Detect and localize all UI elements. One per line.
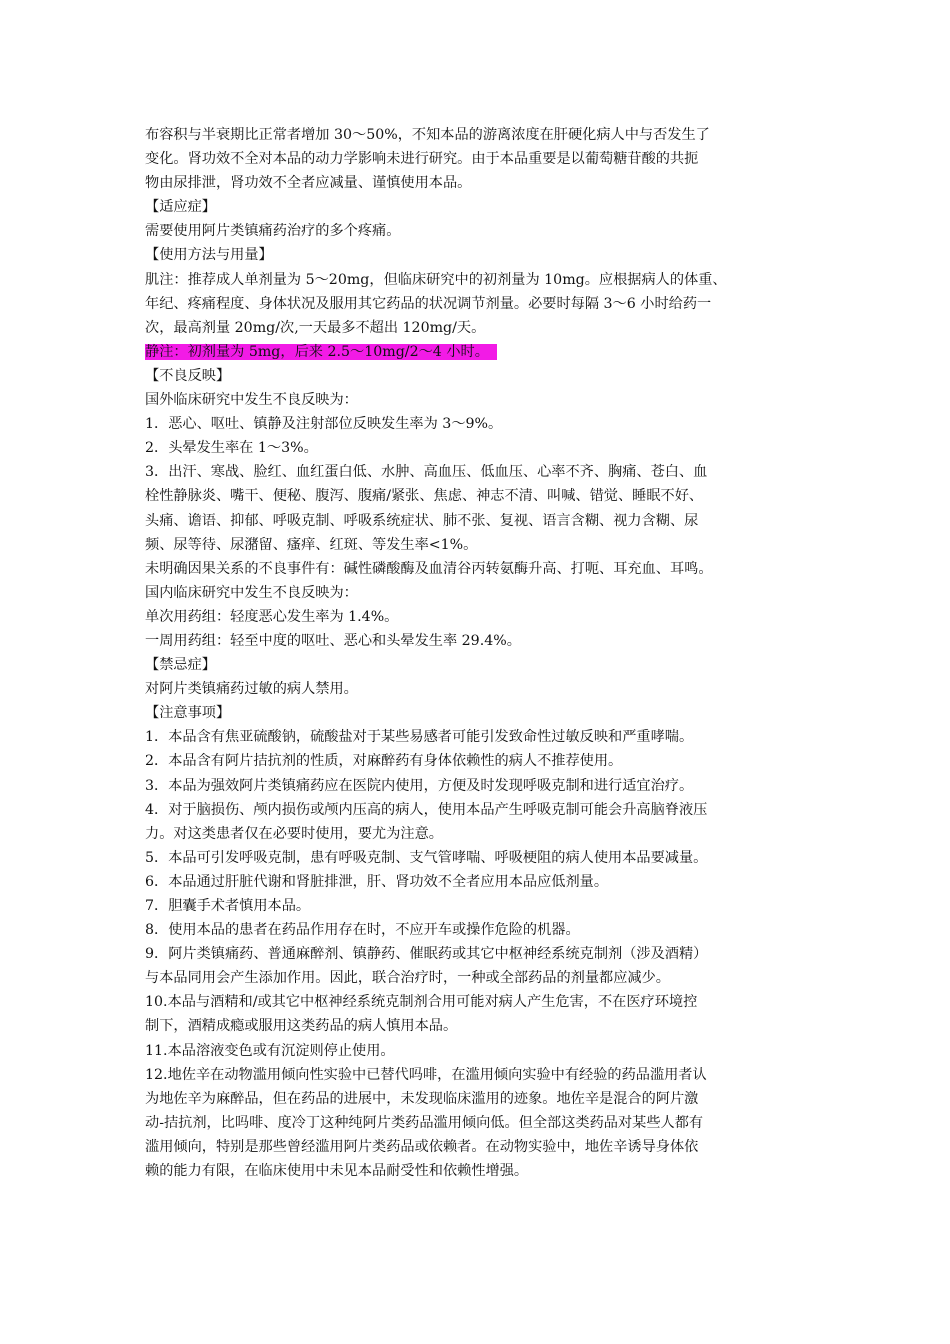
text-line: 物由尿排泄，肾功效不全者应减量、谨慎使用本品。	[145, 175, 472, 192]
text-line: 8．使用本品的患者在药品作用存在时，不应开车或操作危险的机器。	[145, 922, 580, 939]
text-line: 赖的能力有限，在临床使用中未见本品耐受性和依赖性增强。	[145, 1163, 529, 1180]
text-line: 国外临床研究中发生不良反映为：	[145, 392, 358, 409]
text-line: 国内临床研究中发生不良反映为：	[145, 584, 358, 601]
text-line: 10.本品与酒精和/或其它中枢神经系统克制剂合用可能对病人产生危害，不在医疗环境控	[145, 994, 698, 1011]
text-line: 变化。肾功效不全对本品的动力学影响未进行研究。由于本品重要是以葡萄糖苷酸的共扼	[145, 151, 699, 168]
text-line: 肌注：推荐成人单剂量为 5～20mg，但临床研究中的初剂量为 10mg。应根据病人的体重、	[145, 271, 727, 288]
text-line: 制下，酒精成瘾或服用这类药品的病人慎用本品。	[145, 1018, 458, 1035]
text-line: 次，最高剂量 20mg/次,一天最多不超出 120mg/天。	[145, 319, 486, 336]
section-heading-precautions: 【注意事项】	[145, 705, 231, 722]
text-line: 11.本品溶液变色或有沉淀则停止使用。	[145, 1042, 395, 1059]
text-line: 3．出汗、寒战、脸红、血红蛋白低、水肿、高血压、低血压、心率不齐、胸痛、苍白、血	[145, 464, 708, 481]
text-line: 1．本品含有焦亚硫酸钠，硫酸盐对于某些易感者可能引发致命性过敏反映和严重哮喘。	[145, 729, 694, 746]
text-line: 与本品同用会产生添加作用。因此，联合治疗时，一种或全部药品的剂量都应减少。	[145, 970, 670, 987]
text-line: 未明确因果关系的不良事件有：碱性磷酸酶及血清谷丙转氨酶升高、打呃、耳充血、耳鸣。	[145, 560, 713, 577]
section-heading-usage: 【使用方法与用量】	[145, 247, 273, 264]
text-line: 年纪、疼痛程度、身体状况及服用其它药品的状况调节剂量。必要时每隔 3～6 小时给药一	[145, 295, 712, 312]
section-heading-indications: 【适应症】	[145, 199, 216, 216]
text-line: 动-拮抗剂，比吗啡、度冷丁这种纯阿片类药品滥用倾向低。但全部这类药品对某些人都有	[145, 1114, 704, 1131]
text-line: 5．本品可引发呼吸克制，患有呼吸克制、支气管哮喘、呼吸梗阻的病人使用本品要减量。	[145, 849, 708, 866]
section-heading-adverse-reactions: 【不良反映】	[145, 367, 231, 384]
text-line: 力。对这类患者仅在必要时使用，要尤为注意。	[145, 825, 443, 842]
text-line: 7．胆囊手术者慎用本品。	[145, 898, 311, 914]
document-body	[145, 123, 815, 1183]
text-line: 1．恶心、呕吐、镇静及注射部位反映发生率为 3～9%。	[145, 416, 503, 433]
text-line: 3．本品为强效阿片类镇痛药应在医院内使用，方便及时发现呼吸克制和进行适宜治疗。	[145, 777, 694, 794]
text-line: 9．阿片类镇痛药、普通麻醉剂、镇静药、催眠药或其它中枢神经系统克制剂（涉及酒精）	[145, 946, 708, 963]
text-line: 2．头晕发生率在 1～3%。	[145, 440, 318, 457]
text-line: 2．本品含有阿片拮抗剂的性质，对麻醉药有身体依赖性的病人不推荐使用。	[145, 753, 623, 770]
highlighted-text: 静注：初剂量为 5mg，后来 2.5～10mg/2～4 小时。	[145, 344, 497, 360]
text-line: 头痛、谵语、抑郁、呼吸克制、呼吸系统症状、肺不张、复视、语言含糊、视力含糊、尿	[145, 512, 699, 529]
text-line: 频、尿等待、尿潴留、瘙痒、红斑、等发生率<1%。	[145, 536, 478, 553]
text-line: 4．对于脑损伤、颅内损伤或颅内压高的病人，使用本品产生呼吸克制可能会升高脑脊液压	[145, 801, 708, 818]
section-heading-contraindications: 【禁忌症】	[145, 657, 216, 674]
highlighted-line	[145, 340, 815, 364]
text-line: 12.地佐辛在动物滥用倾向性实验中已替代吗啡，在滥用倾向实验中有经验的药品滥用者认	[145, 1066, 707, 1083]
text-line: 布容积与半衰期比正常者增加 30～50%，不知本品的游离浓度在肝硬化病人中与否发生了	[145, 127, 710, 143]
text-line: 需要使用阿片类镇痛药治疗的多个疼痛。	[145, 223, 401, 240]
text-line: 栓性静脉炎、嘴干、便秘、腹泻、腹痛/紧张、焦虑、神志不清、叫喊、错觉、睡眠不好、	[145, 488, 704, 505]
text-line: 对阿片类镇痛药过敏的病人禁用。	[145, 681, 358, 698]
text-line: 为地佐辛为麻醉品，但在药品的进展中，未发现临床滥用的迹象。地佐辛是混合的阿片激	[145, 1090, 699, 1107]
text-line: 一周用药组：轻至中度的呕吐、恶心和头晕发生率 29.4%。	[145, 632, 521, 649]
text-line: 滥用倾向，特别是那些曾经滥用阿片类药品或依赖者。在动物实验中，地佐辛诱导身体依	[145, 1138, 699, 1155]
text-line: 6．本品通过肝脏代谢和肾脏排泄，肝、肾功效不全者应用本品应低剂量。	[145, 873, 609, 890]
text-line: 单次用药组：轻度恶心发生率为 1.4%。	[145, 608, 399, 625]
